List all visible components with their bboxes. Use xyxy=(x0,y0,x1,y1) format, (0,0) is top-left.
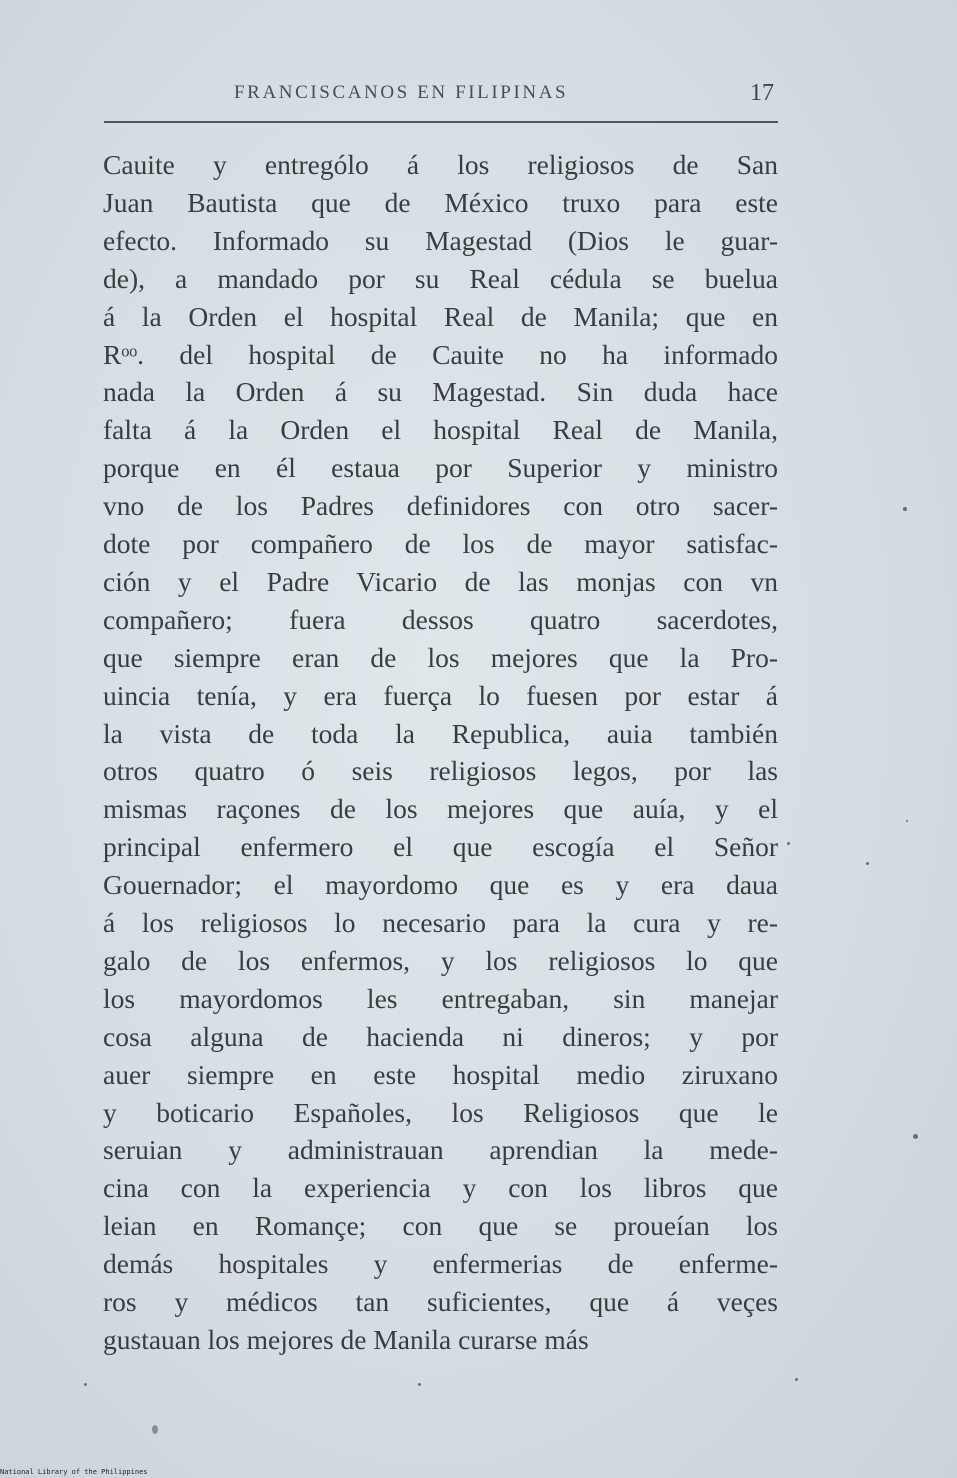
scan-speck xyxy=(903,507,907,511)
scan-speck xyxy=(913,1134,918,1139)
text-line: Juan Bautista que de México truxo para este xyxy=(103,186,778,218)
text-line: de), a mandado por su Real cédula se buelua xyxy=(103,262,778,294)
scan-speck xyxy=(418,1383,421,1386)
text-line: Cauite y entrególo á los religiosos de San xyxy=(103,149,778,180)
text-line: á la Orden el hospital Real de Manila; que en xyxy=(103,300,778,332)
text-line: compañero; fuera dessos quatro sacerdotes, xyxy=(103,603,778,635)
scan-speck xyxy=(866,862,869,865)
text-line: falta á la Orden el hospital Real de Manila, xyxy=(103,414,778,446)
scan-speck xyxy=(787,842,790,845)
text-line: cosa alguna de hacienda ni dineros; y por xyxy=(103,1020,778,1052)
text-line: dote por compañero de los de mayor satisfac- xyxy=(103,528,778,559)
text-line: Rᵒᵒ. del hospital de Cauite no ha informado xyxy=(103,338,778,370)
scan-speck xyxy=(795,1378,798,1381)
text-line: efecto. Informado su Magestad (Dios le guar- xyxy=(103,224,778,256)
text-line: mismas raçones de los mejores que auía, y el xyxy=(103,793,778,825)
text-line: á los religiosos lo necesario para la cura y re- xyxy=(103,907,778,938)
text-line: demás hospitales y enfermerias de enferme- xyxy=(103,1248,778,1280)
scan-speck xyxy=(906,820,908,822)
running-title: FRANCISCANOS EN FILIPINAS xyxy=(234,82,569,103)
page-number: 17 xyxy=(750,80,774,106)
text-line: ros y médicos tan suficientes, que á veçes xyxy=(103,1286,778,1317)
text-line: seruian y administrauan aprendian la mede- xyxy=(103,1134,778,1166)
text-line: auer siempre en este hospital medio ziruxano xyxy=(103,1058,778,1090)
text-line: la vista de toda la Republica, auia también xyxy=(103,717,778,749)
text-line: galo de los enfermos, y los religiosos lo que xyxy=(103,944,778,976)
text-line: Gouernador; el mayordomo que es y era daua xyxy=(103,869,778,901)
page-header xyxy=(104,80,778,120)
text-line: porque en él estaua por Superior y ministro xyxy=(103,452,778,484)
text-line: uincia tenía, y era fuerça lo fuesen por estar á xyxy=(103,679,778,711)
text-line: gustauan los mejores de Manila curarse más xyxy=(103,1323,589,1355)
text-line: otros quatro ó seis religiosos legos, por las xyxy=(103,755,778,787)
text-line: nada la Orden á su Magestad. Sin duda hace xyxy=(103,376,778,408)
scan-speck xyxy=(152,1425,158,1434)
text-line: leian en Romançe; con que se proueían los xyxy=(103,1210,778,1242)
text-line: los mayordomos les entregaban, sin manejar xyxy=(103,982,778,1014)
header-rule xyxy=(104,121,778,123)
text-line: principal enfermero el que escogía el Señor xyxy=(103,831,778,863)
text-line: y boticario Españoles, los Religiosos que le xyxy=(103,1096,778,1128)
library-credit: National Library of the Philippines xyxy=(0,1468,148,1476)
text-line: ción y el Padre Vicario de las monjas con vn xyxy=(103,565,778,597)
text-line: cina con la experiencia y con los libros que xyxy=(103,1172,778,1204)
scan-speck xyxy=(84,1383,87,1386)
text-line: vno de los Padres definidores con otro sacer- xyxy=(103,490,778,522)
text-line: que siempre eran de los mejores que la Pro- xyxy=(103,641,778,673)
